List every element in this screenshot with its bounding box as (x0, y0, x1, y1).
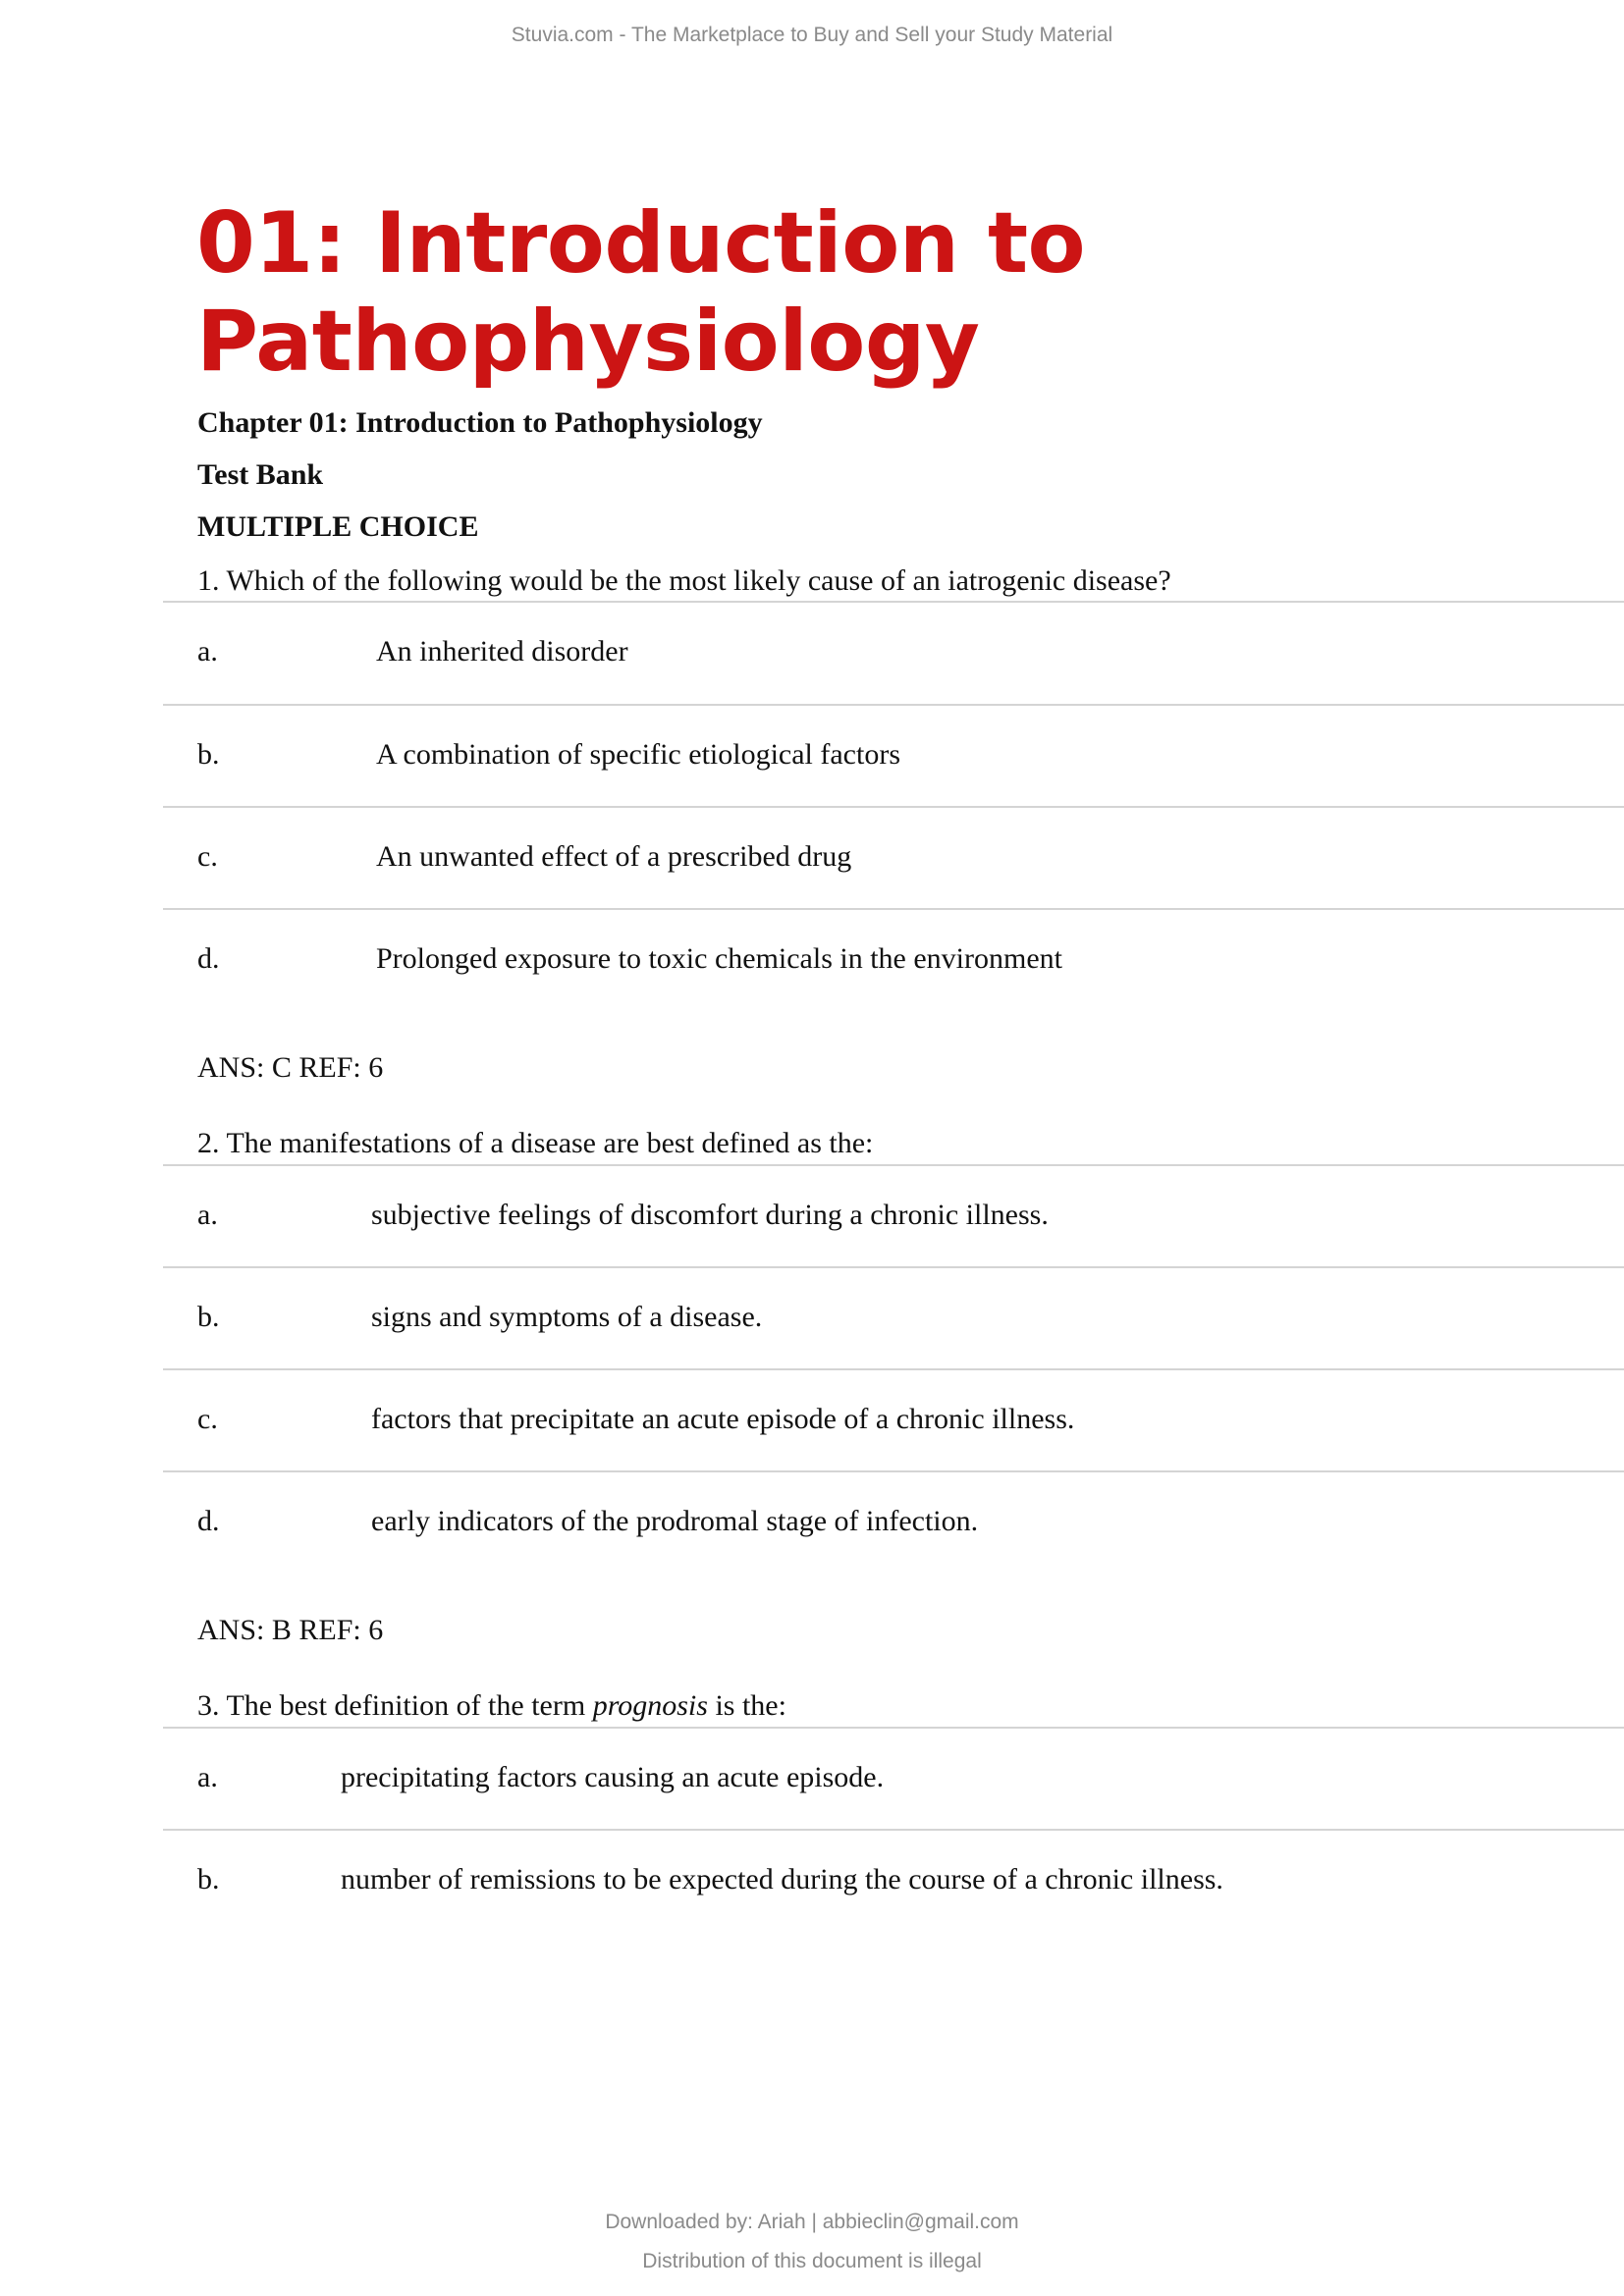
divider (163, 1164, 1624, 1166)
title-line-2: Pathophysiology (196, 293, 980, 391)
option-text: early indicators of the prodromal stage of infection. (371, 1505, 979, 1537)
option-text: precipitating factors causing an acute episode. (341, 1761, 885, 1793)
divider (163, 601, 1624, 603)
question-text: 1. Which of the following would be the most likely cause of an iatrogenic disease? (197, 564, 1171, 597)
option-letter: b. (197, 1301, 220, 1333)
answer-line: ANS: B REF: 6 (197, 1614, 384, 1646)
test-bank-heading: Test Bank (197, 458, 324, 491)
option-text: An inherited disorder (376, 635, 628, 667)
option-letter: a. (197, 1761, 218, 1793)
divider (163, 1727, 1624, 1729)
option-text: Prolonged exposure to toxic chemicals in the environment (376, 942, 1062, 975)
download-notice: Downloaded by: Ariah | abbieclin@gmail.com (605, 2211, 1019, 2233)
option-letter: b. (197, 1863, 220, 1896)
option-text: factors that precipitate an acute episode of a chronic illness. (371, 1403, 1075, 1435)
divider (163, 806, 1624, 808)
option-text: signs and symptoms of a disease. (371, 1301, 763, 1333)
divider (163, 1470, 1624, 1472)
question-text-end: is the: (707, 1689, 786, 1722)
option-letter: c. (197, 840, 218, 873)
option-text: subjective feelings of discomfort during a chronic illness. (371, 1199, 1049, 1231)
divider (163, 908, 1624, 910)
page-title (196, 194, 1473, 391)
title-line-1: 01: Introduction to (196, 194, 1086, 293)
stuvia-watermark: Stuvia.com - The Marketplace to Buy and Sell your Study Material (511, 24, 1113, 46)
option-letter: d. (197, 1505, 220, 1537)
question-text-start: 3. The best definition of the term (197, 1689, 593, 1722)
divider (163, 704, 1624, 706)
divider (163, 1829, 1624, 1831)
option-text: An unwanted effect of a prescribed drug (376, 840, 852, 873)
option-letter: a. (197, 1199, 218, 1231)
option-letter: c. (197, 1403, 218, 1435)
chapter-heading: Chapter 01: Introduction to Pathophysiology (197, 406, 763, 439)
answer-line: ANS: C REF: 6 (197, 1051, 384, 1084)
divider (163, 1368, 1624, 1370)
option-letter: b. (197, 738, 220, 771)
divider (163, 1266, 1624, 1268)
question-term: prognosis (592, 1689, 708, 1722)
option-text: number of remissions to be expected during the course of a chronic illness. (341, 1863, 1223, 1896)
distribution-notice: Distribution of this document is illegal (642, 2250, 982, 2272)
section-heading: MULTIPLE CHOICE (197, 510, 479, 543)
question-text (197, 1688, 786, 1724)
option-letter: a. (197, 635, 218, 667)
option-letter: d. (197, 942, 220, 975)
question-text: 2. The manifestations of a disease are best defined as the: (197, 1127, 874, 1159)
option-text: A combination of specific etiological factors (376, 738, 900, 771)
